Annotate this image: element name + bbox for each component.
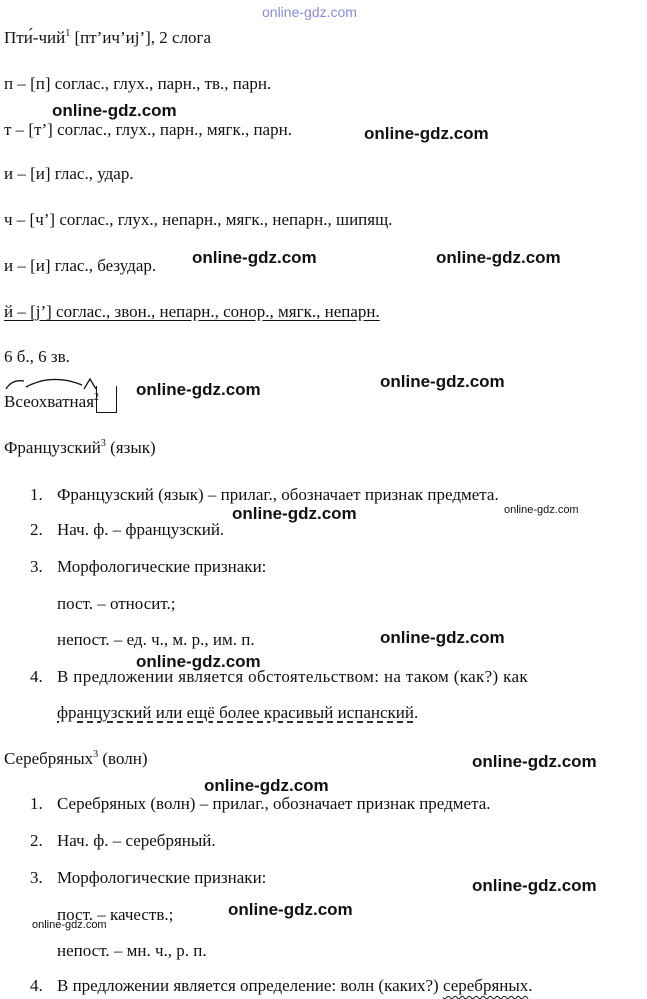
list-item: Серебряных (волн) – прилаг., обозначает признак предмета.: [57, 794, 491, 813]
watermark: online-gdz.com: [228, 900, 353, 919]
list-item: Нач. ф. – французский.: [57, 520, 225, 539]
adverbial-underlined: французский или ещё более красивый испанский: [57, 703, 414, 722]
list-item-text: В предложении является определение: волн (каких?): [57, 976, 443, 995]
phonetic-title: [4, 28, 211, 48]
ending-box: [96, 386, 117, 413]
watermark: online-gdz.com: [364, 124, 489, 143]
list-item: [57, 703, 418, 723]
sound-line: т – [т’] соглас., глух., парн., мягк., парн.: [4, 120, 292, 139]
list-number: 3.: [30, 868, 43, 887]
french-heading-word: Французский: [4, 438, 101, 457]
phonetic-word: Пти́-чий: [4, 28, 66, 47]
sentence-end: .: [413, 703, 419, 722]
watermark: online-gdz.com: [380, 628, 505, 647]
list-item: пост. – качеств.;: [57, 905, 174, 924]
list-number: 4.: [30, 667, 43, 686]
watermark: online-gdz.com: [192, 248, 317, 267]
sound-line: и – [и] глас., безудар.: [4, 256, 157, 275]
morphemic-word: [4, 392, 99, 412]
sound-line: п – [п] соглас., глух., парн., тв., парн.: [4, 74, 272, 93]
list-number: 3.: [30, 557, 43, 576]
list-number: 1.: [30, 794, 43, 813]
footnote-mark: 1: [65, 28, 71, 39]
french-heading-suffix: (язык): [105, 438, 156, 457]
root-arc-mark: [26, 379, 82, 387]
phonetic-transcription: [пт’ич’иj’], 2 слога: [70, 28, 212, 47]
footnote-mark: 3: [100, 438, 106, 449]
list-item: Французский (язык) – прилаг., обозначает признак предмета.: [57, 485, 499, 504]
list-item: непост. – мн. ч., р. п.: [57, 941, 207, 960]
sound-line: й – [j’] соглас., звон., непарн., сонор., мягк., непарн.: [4, 302, 380, 321]
watermark: online-gdz.com: [136, 652, 261, 671]
morphemic-word-text: Всеохватная: [4, 392, 95, 411]
watermark: online-gdz.com: [232, 504, 357, 523]
suffix-caret-mark: [84, 379, 96, 389]
phonetic-summary: 6 б., 6 зв.: [4, 347, 70, 366]
list-item: Нач. ф. – серебряный.: [57, 831, 216, 850]
silver-heading: [4, 749, 147, 769]
prefix-corner-mark: [6, 381, 24, 389]
list-number: 2.: [30, 520, 43, 539]
list-item: пост. – относит.;: [57, 594, 176, 613]
silver-heading-word: Серебряных: [4, 749, 94, 768]
watermark: online-gdz.com: [136, 380, 261, 399]
sound-line: ч – [ч’] соглас., глух., непарн., мягк., непарн., шипящ.: [4, 210, 393, 229]
attribute-underlined: серебряных: [442, 976, 529, 995]
watermark: online-gdz.com: [472, 876, 597, 895]
footnote-mark: 2: [94, 392, 100, 403]
list-item: Морфологические признаки:: [57, 868, 267, 887]
watermark: online-gdz.com: [32, 919, 107, 931]
silver-heading-suffix: (волн): [98, 749, 148, 768]
watermark: online-gdz.com: [380, 372, 505, 391]
sentence-end: .: [528, 976, 533, 995]
watermark: online-gdz.com: [436, 248, 561, 267]
list-item: [57, 976, 533, 996]
list-number: 4.: [30, 976, 43, 995]
sound-line: и – [и] глас., удар.: [4, 164, 134, 183]
list-number: 2.: [30, 831, 43, 850]
french-heading: [4, 438, 156, 458]
list-item: непост. – ед. ч., м. р., им. п.: [57, 630, 255, 649]
watermark: online-gdz.com: [504, 504, 579, 516]
header-watermark: online-gdz.com: [262, 4, 357, 20]
footnote-mark: 3: [93, 749, 99, 760]
watermark: online-gdz.com: [52, 101, 177, 120]
list-number: 1.: [30, 485, 43, 504]
list-item: В предложении является обстоятельством: на таком (как?) как: [57, 667, 528, 686]
watermark: online-gdz.com: [472, 752, 597, 771]
list-item: Морфологические признаки:: [57, 557, 267, 576]
watermark: online-gdz.com: [204, 776, 329, 795]
